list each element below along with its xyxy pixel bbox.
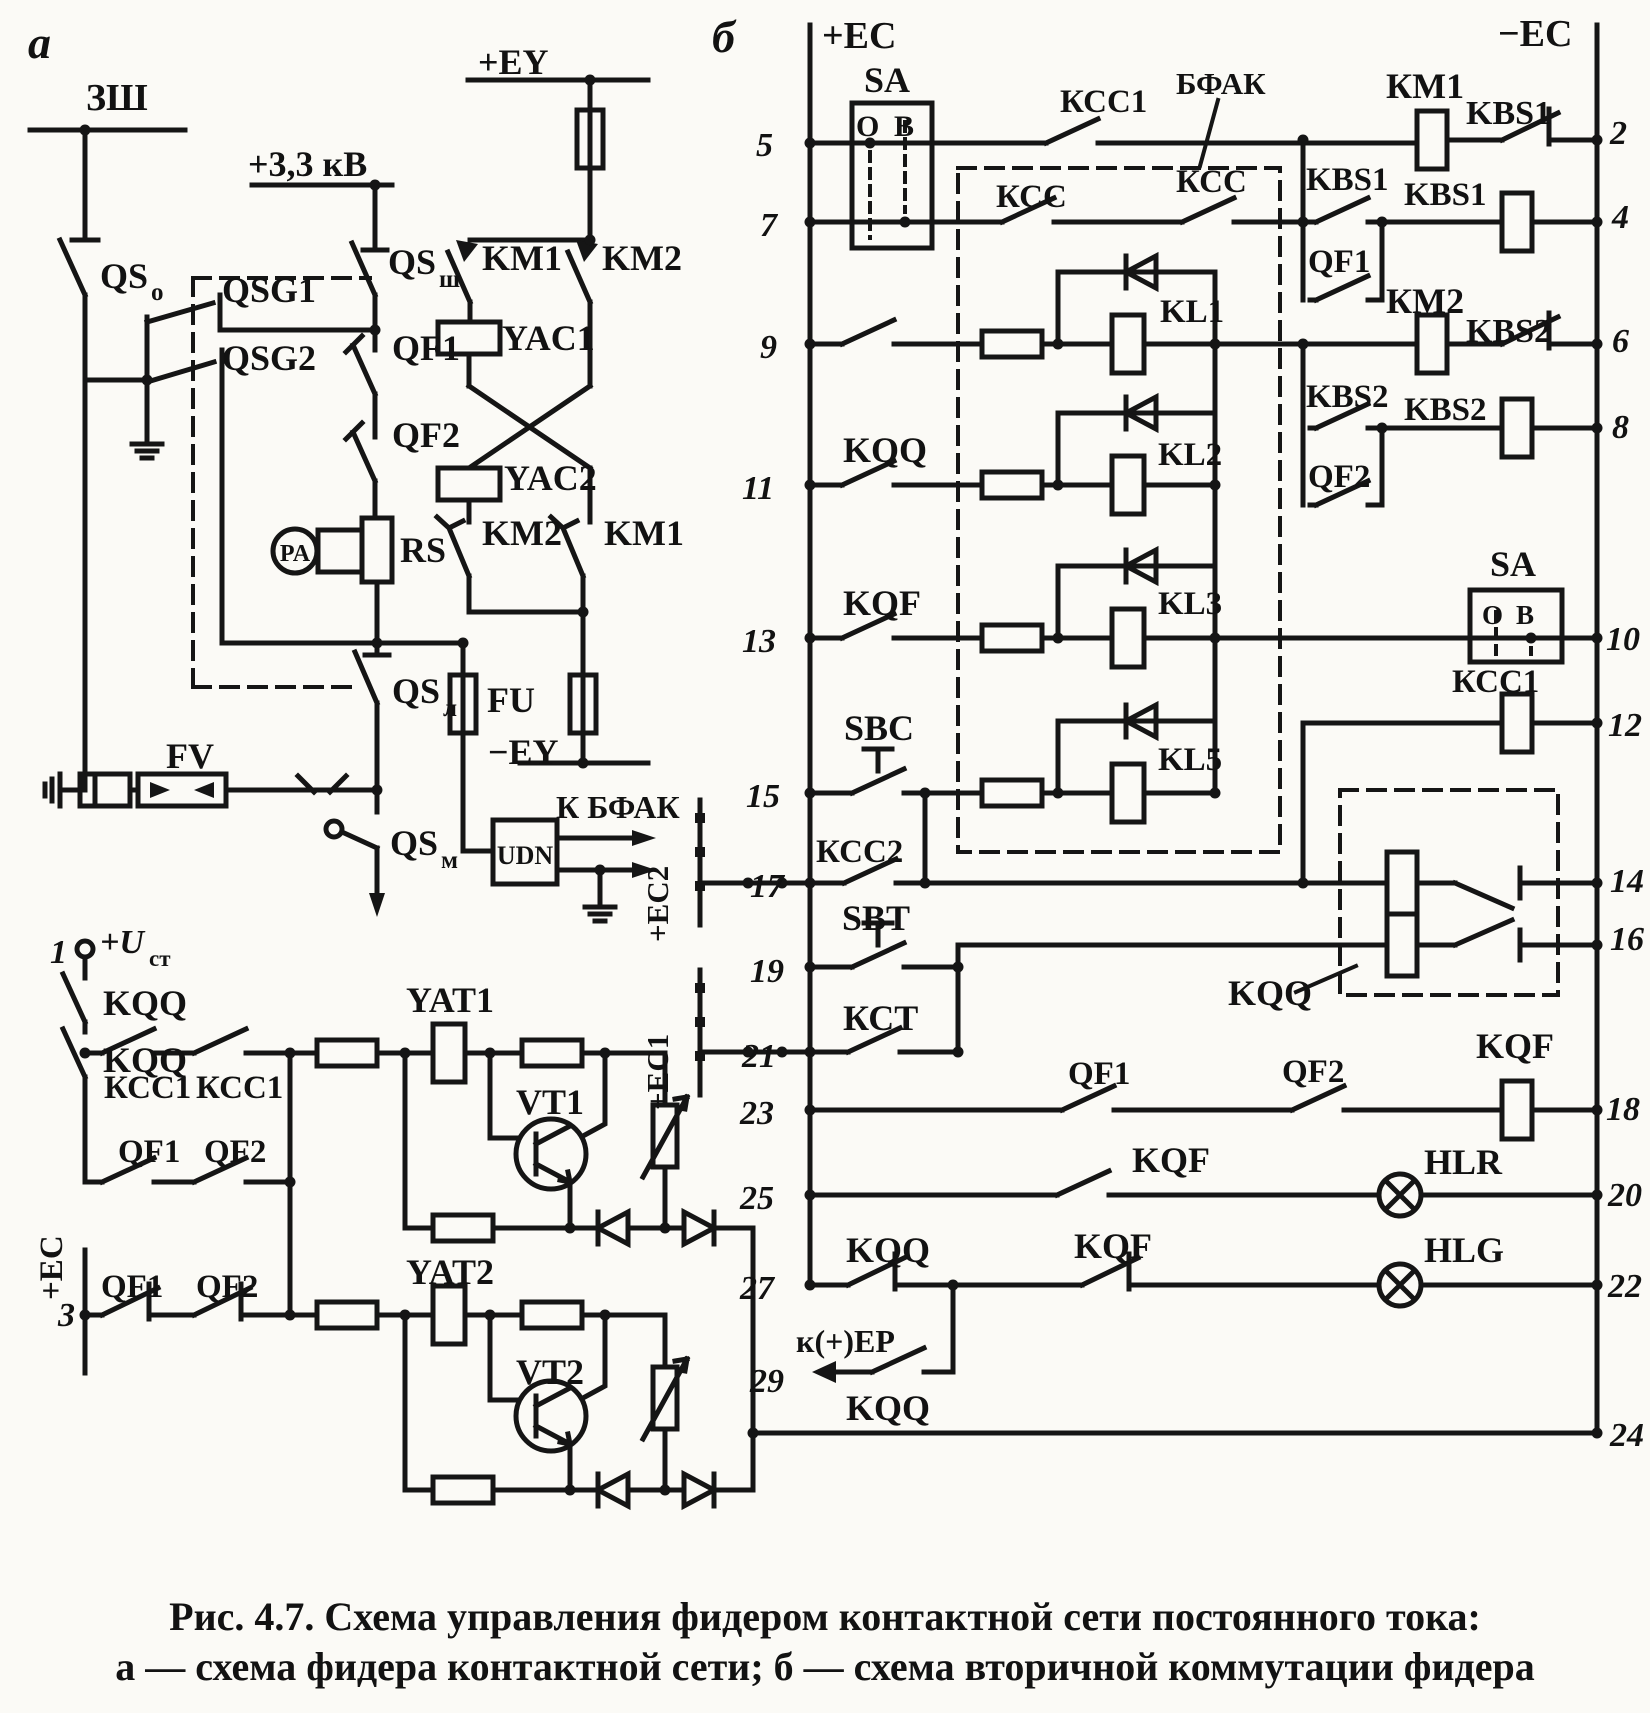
label-t11: 11 [742,470,775,507]
dot-icon [805,138,816,149]
dot-icon [1592,1105,1603,1116]
label-t14: 14 [1610,863,1644,900]
label-km2-top: KM2 [602,238,682,278]
dot-icon [805,1280,816,1291]
label-kcc-c2: КСС [1176,164,1247,200]
label-term-3: 3 [58,1297,75,1334]
dot-icon [285,1310,296,1321]
dot-icon [805,633,816,644]
schematic-graphic [1387,852,1417,914]
bfak-leader-line [1200,100,1218,166]
dot-icon [1592,718,1603,729]
dot-icon [285,1048,296,1059]
label-hlg: HLG [1424,1230,1505,1270]
dot-icon [1592,1428,1603,1439]
schematic-graphic [252,1182,317,1315]
label-t20: 20 [1608,1177,1642,1214]
dot-icon [372,638,383,649]
dot-icon [1592,135,1603,146]
dot-icon [805,1047,816,1058]
label-udn: UDN [496,841,554,870]
cno-icon [836,320,900,344]
res-icon [522,1302,582,1328]
lamp-icon [1379,1264,1421,1306]
cno-icon [1310,198,1374,222]
dot-icon [80,1048,91,1059]
dot-icon [585,75,596,86]
label-kcc1-a2: КСС1 [196,1070,284,1106]
label-qf2-low: QF2 [196,1269,259,1305]
dot-icon [595,865,606,876]
dot-icon [578,758,589,769]
schematic-graphic [1387,914,1417,976]
coil2-icon [1112,315,1144,373]
schematic-graphic [469,576,583,675]
dot-icon [1592,633,1603,644]
schematic-graphic [910,793,982,883]
dot-icon [1298,878,1309,889]
dot-icon [660,1223,671,1234]
schematic-graphic [369,893,385,917]
label-yat2: YAT2 [406,1252,495,1292]
btn-icon [864,749,892,771]
dot-icon [1592,217,1603,228]
dot-icon [1053,339,1064,350]
schematic-graphic [930,1285,953,1372]
label-kqf-coil: KQF [1476,1026,1554,1066]
diodeL-icon [598,1474,628,1506]
dot-icon [1592,1280,1603,1291]
cno-icon [1040,119,1104,143]
dot-icon [458,638,469,649]
label-t18: 18 [1606,1091,1640,1128]
label-k-ep: к(+)ЕР [796,1323,895,1359]
res-icon [317,1040,377,1066]
dot-icon [585,235,596,246]
label-vt2: VT2 [516,1352,585,1392]
label-t12: 12 [1608,707,1642,744]
schematic-graphic [812,1361,836,1383]
res-icon [433,1215,493,1241]
schematic-graphic [632,830,656,846]
dot-icon [400,1048,411,1059]
schematic-graphic [355,643,389,790]
label-sbt: SBT [842,898,911,938]
dot-icon [777,1047,788,1058]
label-bus-ec-pos: +ЕС [822,15,897,57]
label-sa2-o: О [1482,600,1504,630]
label-term-1: 1 [50,934,67,971]
label-sa1-v: В [894,110,915,143]
label-kqq-box-label: KQQ [1228,973,1313,1013]
schematic-graphic [438,468,500,500]
label-kcc1-coil: КСС1 [1452,664,1540,700]
label-ec2: +ЕС2 [640,865,675,942]
dot-icon [1298,339,1309,350]
label-t9: 9 [760,329,777,366]
label-qf1-no-b: QF1 [1308,244,1371,280]
schematic-graphic [342,790,377,893]
kqq-dashed-box [1340,790,1558,995]
dot-icon [1526,633,1537,644]
label-qf1-low: QF1 [101,1269,164,1305]
label-t7: 7 [760,207,777,244]
coil-icon [1502,193,1532,251]
label-qs-l-sub: л [443,695,458,722]
control-buses [810,25,1597,1435]
label-t17: 17 [750,868,784,905]
label-u-st: +U [100,924,144,961]
res-icon [982,472,1042,498]
label-t19: 19 [750,953,784,990]
label-t6: 6 [1612,323,1629,360]
res-icon [522,1040,582,1066]
dot-icon [1053,480,1064,491]
schematic-graphic [252,185,392,350]
schematic-graphic [318,530,362,572]
label-kqq-row11: KQQ [843,430,928,470]
dot-icon [1592,940,1603,951]
label-kbs1-coil: KBS1 [1404,177,1487,213]
dot-icon [1210,633,1221,644]
label-t16: 16 [1610,921,1644,958]
dot-icon [900,217,911,228]
dot-icon [372,785,383,796]
dot-icon [1053,633,1064,644]
dot-icon [1053,788,1064,799]
schematic-graphic [346,423,375,518]
schematic-graphic [1374,222,1382,300]
coil-icon [1502,399,1532,457]
fusev-icon [570,675,596,733]
dot-icon [578,607,589,618]
label-sa1: SA [864,60,911,100]
label-kl3: KL3 [1158,586,1223,622]
label-yac2: YAC2 [504,458,597,498]
dot-icon [80,125,91,136]
dot-icon [920,878,931,889]
label-kqf-row13: KQF [843,583,921,623]
dot-icon [805,962,816,973]
label-qf1-par: QF1 [118,1134,181,1170]
label-kct: КСТ [843,998,919,1038]
label-k-bfak-out: К БФАК [556,789,680,825]
schematic-graphic [557,838,632,870]
label-kcc1-a1: КСС1 [104,1070,192,1106]
label-qs-m-sub: м [441,847,459,874]
diodeR-icon [684,1474,714,1506]
label-fu: FU [487,680,535,720]
label-km1-top: KM1 [482,238,562,278]
label-hlr: HLR [1424,1142,1503,1182]
label-t13: 13 [742,623,776,660]
dot-icon [1592,1190,1603,1201]
coil2-icon [1112,456,1144,514]
dot-icon [920,788,931,799]
dot-icon [142,375,153,386]
label-km1-coil: КМ1 [1386,66,1465,106]
dot-icon [1592,339,1603,350]
label-bus-ey-neg: −EY [488,732,559,772]
label-kqf-row25: KQF [1132,1140,1210,1180]
label-kqf-row27: KQF [1074,1226,1152,1266]
coil2-icon [1112,609,1144,667]
dot-icon [1592,878,1603,889]
schematic-graphic [910,945,1387,1052]
schematic-graphic [1374,428,1382,505]
label-part-a-letter: а [28,17,51,68]
label-kqq-a1: KQQ [103,983,188,1023]
dot-icon [1210,339,1221,350]
label-t29: 29 [750,1363,784,1400]
label-kcc-c1: КСС [996,179,1067,215]
res-icon [982,625,1042,651]
label-t5: 5 [756,127,773,164]
dot-icon [1298,135,1309,146]
dot-icon [805,217,816,228]
schematic-graphic [536,1126,570,1182]
label-t22: 22 [1608,1268,1642,1305]
label-t23: 23 [740,1095,774,1132]
label-t15: 15 [746,778,780,815]
dot-icon [953,1047,964,1058]
label-t4: 4 [1612,199,1629,236]
schematic-graphic [456,240,478,262]
schematic-graphic [85,317,147,430]
schematic-graphic [362,518,392,582]
dot-icon [485,1048,496,1059]
label-pa: PA [279,541,311,567]
cno-icon [1176,198,1240,222]
dot-icon [485,1310,496,1321]
dot-icon [660,1485,671,1496]
label-kqq-a2: KQQ [103,1040,188,1080]
part-a-control-circuit [63,941,753,1506]
label-vt1: VT1 [516,1082,585,1122]
dot-icon [948,1280,959,1291]
label-qs-o-sub: о [151,279,164,306]
label-bus-ey-pos: +EY [478,42,549,82]
res-icon [982,331,1042,357]
label-kqq-row29: KQQ [846,1388,931,1428]
label-qf2-row23: QF2 [1282,1054,1345,1090]
sq-icon [695,847,705,857]
label-bfak-box-label: БФАК [1176,66,1266,101]
schematic-graphic [228,776,377,792]
diodeR-icon [684,1212,714,1244]
label-kbs1-nc: KBS1 [1466,95,1552,132]
label-bus-zsh: ЗШ [86,77,148,119]
label-bus-3-3kv: +3,3 кВ [248,144,368,184]
schematic-graphic [536,1388,570,1444]
res-icon [317,1302,377,1328]
schematic-graphic [468,80,648,110]
schematic-graphic [469,354,590,468]
dot-icon [1377,423,1388,434]
diodeL-icon [598,1212,628,1244]
label-kl2: KL2 [1158,437,1223,473]
label-t8: 8 [1612,409,1629,446]
cno-icon [188,1029,252,1053]
schematic-graphic [60,240,98,295]
schematic-graphic [516,1119,586,1189]
label-kbs2-no: KBS2 [1306,379,1389,415]
label-ec-a: +ЕС [34,1235,70,1300]
label-kcc1-contact: КСС1 [1060,84,1148,120]
dot-icon [600,1048,611,1059]
label-qsg1: QSG1 [222,270,317,310]
label-t21: 21 [742,1038,776,1075]
coil-icon [1502,1081,1532,1139]
schematic-graphic [405,1315,433,1490]
schematic-graphic [470,168,590,240]
label-part-b-letter: б [712,11,735,62]
dot-icon [370,180,381,191]
res-icon [982,780,1042,806]
sq-icon [695,813,705,823]
schematic-graphic [326,821,342,837]
label-bus-ec-neg: −ЕС [1498,13,1573,55]
label-qsg2: QSG2 [222,338,317,378]
part-b-secondary-circuit [695,25,1597,1435]
schematic-graphic [63,957,85,1182]
dot-icon [1298,217,1309,228]
dot-icon [805,1105,816,1116]
schematic-graphic [1417,883,1512,945]
schematic-graphic [714,1228,753,1490]
coil-icon [1417,315,1447,373]
dot-icon [565,1223,576,1234]
label-kl5: KL5 [1158,742,1223,778]
schematic-graphic [405,1053,433,1228]
label-qs-m: QS [390,823,439,863]
dot-icon [370,325,381,336]
label-caption-line-2: а — схема фидера контактной сети; б — схема вторичной коммутации фидера [115,1644,1535,1689]
coil2-icon [1112,764,1144,822]
label-km1-bottom: KM1 [604,513,684,553]
label-caption-line-1: Рис. 4.7. Схема управления фидером контактной сети постоянного тока: [169,1594,1481,1639]
dot-icon [805,1190,816,1201]
dot-icon [600,1310,611,1321]
coil-icon [1417,111,1447,169]
label-qs-l: QS [392,671,441,711]
gnd-icon [585,895,615,921]
label-kbs2-coil: KBS2 [1404,392,1487,428]
dot-icon [80,1310,91,1321]
dot-icon [1210,788,1221,799]
label-rs: RS [400,530,447,570]
label-kcc2: КСС2 [816,834,904,870]
dot-icon [1377,217,1388,228]
label-yat1: YAT1 [406,980,495,1020]
dot-icon [805,788,816,799]
label-t25: 25 [740,1180,774,1217]
sq-icon [695,1017,705,1027]
label-qs-sh: QS [388,242,437,282]
label-kbs1-no: KBS1 [1306,162,1389,198]
coil2-icon [433,1024,465,1082]
schematic-graphic [30,130,185,790]
label-sa1-o: О [856,110,880,143]
label-km2-bottom: KM2 [482,513,562,553]
schematic-graphic [150,782,170,798]
sq-icon [695,983,705,993]
dot-icon [805,480,816,491]
dot-icon [1592,423,1603,434]
dot-icon [805,339,816,350]
lamp-icon [1379,1174,1421,1216]
dot-icon [953,962,964,973]
schematic-graphic [194,782,214,798]
label-yac1: YAC1 [502,318,595,358]
label-qf2-a: QF2 [392,415,460,455]
label-qs-o: QS [100,256,149,296]
label-sbc: SBC [844,708,915,748]
label-u-st-sub: ст [149,946,171,971]
res-icon [433,1477,493,1503]
coil2-icon [433,1286,465,1344]
label-km2-coil: КМ2 [1386,281,1465,321]
label-sa2-v: В [1516,600,1535,630]
label-sa2: SA [1490,544,1537,584]
gnd-icon [132,432,162,458]
label-t2: 2 [1610,115,1627,152]
coil-icon [1502,694,1532,752]
dot-icon [565,1485,576,1496]
fusev-icon [577,110,603,168]
label-qf2-no-b: QF2 [1308,459,1371,495]
label-ec1: +ЕС1 [640,1033,675,1110]
dot-icon [805,878,816,889]
label-kl1: KL1 [1160,294,1225,330]
label-kbs2-nc: KBS2 [1466,313,1552,350]
dot-icon [1210,480,1221,491]
label-fv: FV [166,736,214,776]
label-qf1-row23: QF1 [1068,1056,1131,1092]
label-kqq-row27: KQQ [846,1230,931,1270]
dot-icon [285,1177,296,1188]
dot-icon [400,1310,411,1321]
label-qf2-par: QF2 [204,1134,267,1170]
label-qs-sh-sub: ш [439,266,461,293]
label-qf1-a: QF1 [392,328,460,368]
dot-icon [748,1428,759,1439]
label-t24: 24 [1610,1417,1644,1454]
cno-icon [1051,1171,1115,1195]
label-t27: 27 [740,1270,774,1307]
label-t10: 10 [1606,621,1640,658]
